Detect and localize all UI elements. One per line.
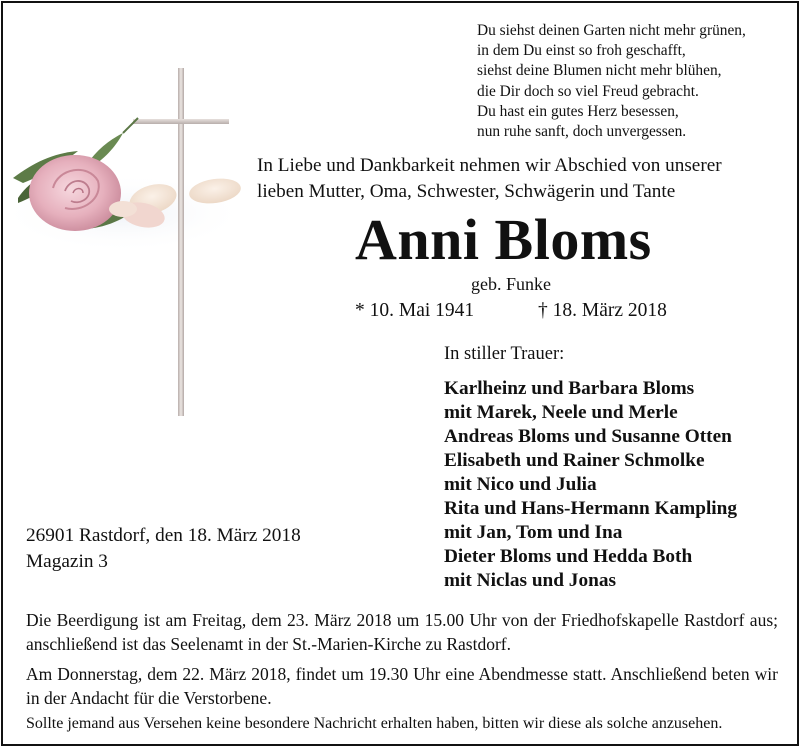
birth-date: * 10. Mai 1941: [355, 300, 475, 321]
birth-name: geb. Funke: [471, 274, 551, 294]
poem-line: siehst deine Blumen nicht mehr blühen,: [477, 62, 722, 80]
cross-horizontal: [133, 119, 229, 124]
cross-and-rose-image: [3, 63, 253, 423]
mourner-line: mit Nico und Julia: [444, 474, 597, 495]
poem-line: in dem Du einst so froh geschafft,: [477, 42, 686, 60]
poem-line: Du siehst deinen Garten nicht mehr grünen,: [477, 22, 746, 39]
obituary-notice: [1, 1, 799, 746]
intro-line: In Liebe und Dankbarkeit nehmen wir Abschied von unserer: [257, 155, 722, 176]
mourner-line: mit Jan, Tom und Ina: [444, 522, 623, 543]
mourners-list: [444, 377, 737, 593]
address-line-street: Magazin 3: [26, 551, 108, 572]
rose-icon: [29, 155, 121, 231]
deceased-name: Anni Bloms: [355, 207, 652, 272]
mourner-line: Dieter Bloms und Hedda Both: [444, 546, 693, 567]
funeral-notice: [26, 608, 778, 710]
footer-note: Sollte jemand aus Versehen keine besondere Nachricht erhalten haben, bitten wir diese als solche anzusehen.: [26, 715, 723, 732]
death-date: † 18. März 2018: [538, 300, 667, 321]
address-line-place-date: 26901 Rastdorf, den 18. März 2018: [26, 525, 301, 546]
mourning-heading: In stiller Trauer:: [444, 344, 565, 364]
address-block: [26, 523, 301, 575]
mourner-line: Karlheinz und Barbara Bloms: [444, 378, 695, 399]
intro-text: [257, 153, 722, 205]
poem-line: nun ruhe sanft, doch unvergessen.: [477, 123, 687, 141]
funeral-paragraph: Die Beerdigung ist am Freitag, dem 23. März 2018 um 15.00 Uhr von der Friedhofskapelle Rastdorf aus; anschließend ist das Seelenamt in der St.-Marien-Kirche zu Rastdorf.: [26, 610, 778, 654]
poem-line: die Dir doch so viel Freud gebracht.: [477, 82, 699, 100]
poem-line: Du hast ein gutes Herz besessen,: [477, 102, 679, 120]
mourner-line: Andreas Bloms und Susanne Otten: [444, 426, 732, 447]
mourner-line: mit Niclas und Jonas: [444, 570, 616, 591]
mourner-line: Rita und Hans-Hermann Kampling: [444, 498, 738, 519]
cross-rose-graphic: [3, 63, 253, 423]
mourner-line: Elisabeth und Rainer Schmolke: [444, 450, 705, 471]
mass-paragraph: Am Donnerstag, dem 22. März 2018, findet um 19.30 Uhr eine Abendmesse statt. Anschließend beten wir in der Andacht für die Verstorbene.: [26, 664, 778, 708]
poem: [477, 21, 746, 142]
intro-line: lieben Mutter, Oma, Schwester, Schwägerin und Tante: [257, 181, 676, 202]
mourner-line: mit Marek, Neele und Merle: [444, 402, 678, 423]
